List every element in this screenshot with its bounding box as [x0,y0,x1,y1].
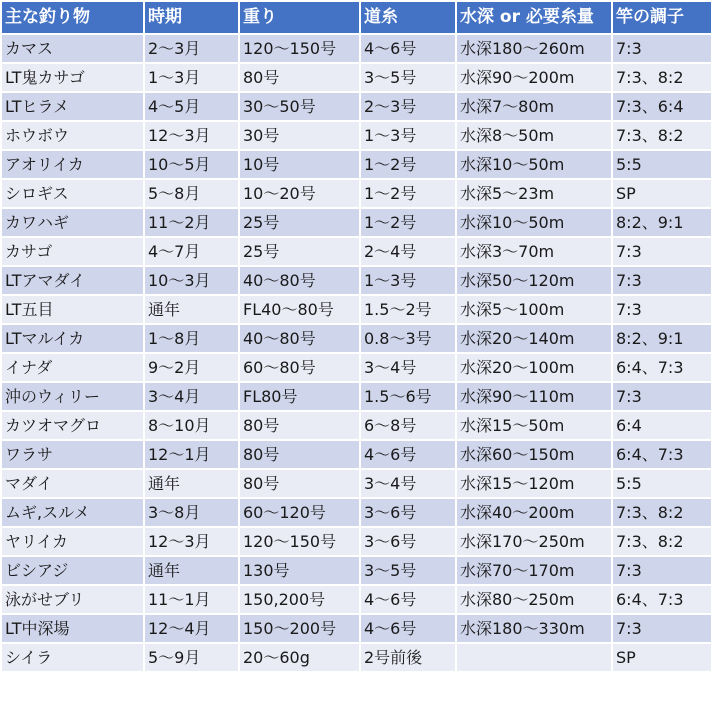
cell-line: 2〜4号 [360,237,456,266]
cell-line: 3〜6号 [360,498,456,527]
cell-weight: 120〜150号 [239,34,360,63]
cell-season: 3〜4月 [144,382,239,411]
cell-season: 12〜3月 [144,527,239,556]
cell-rod-action: SP [612,179,712,208]
cell-weight: 25号 [239,237,360,266]
cell-season: 5〜9月 [144,643,239,672]
cell-depth: 水深80〜250m [456,585,612,614]
cell-line: 4〜6号 [360,34,456,63]
table-row [1,556,712,585]
table-row [1,585,712,614]
cell-weight: 20〜60g [239,643,360,672]
cell-season: 2〜3月 [144,34,239,63]
cell-line: 0.8〜3号 [360,324,456,353]
cell-depth: 水深180〜330m [456,614,612,643]
cell-rod-action: 6:4 [612,411,712,440]
cell-season: 通年 [144,556,239,585]
cell-weight: 30〜50号 [239,92,360,121]
cell-weight: FL40〜80号 [239,295,360,324]
cell-weight: 80号 [239,63,360,92]
table-row [1,237,712,266]
cell-depth: 水深3〜70m [456,237,612,266]
cell-line: 4〜6号 [360,614,456,643]
cell-season: 5〜8月 [144,179,239,208]
table-row [1,382,712,411]
table-row [1,208,712,237]
cell-weight: 150〜200号 [239,614,360,643]
cell-weight: 30号 [239,121,360,150]
cell-weight: 80号 [239,469,360,498]
cell-line: 3〜5号 [360,556,456,585]
table-row [1,440,712,469]
table-row [1,643,712,672]
cell-depth: 水深20〜140m [456,324,612,353]
column-header-weight: 重り [239,1,360,34]
cell-depth: 水深15〜120m [456,469,612,498]
cell-species: ムギ,スルメ [1,498,144,527]
cell-season: 9〜2月 [144,353,239,382]
cell-season: 8〜10月 [144,411,239,440]
cell-depth: 水深180〜260m [456,34,612,63]
table-row [1,92,712,121]
cell-species: アオリイカ [1,150,144,179]
cell-line: 2号前後 [360,643,456,672]
cell-species: LTヒラメ [1,92,144,121]
cell-season: 通年 [144,295,239,324]
cell-species: ワラサ [1,440,144,469]
cell-species: LT鬼カサゴ [1,63,144,92]
cell-weight: 150,200号 [239,585,360,614]
table-row [1,411,712,440]
cell-species: カツオマグロ [1,411,144,440]
cell-species: LT五目 [1,295,144,324]
cell-depth: 水深70〜170m [456,556,612,585]
cell-weight: 60〜120号 [239,498,360,527]
cell-depth: 水深15〜50m [456,411,612,440]
cell-season: 通年 [144,469,239,498]
cell-weight: 40〜80号 [239,266,360,295]
cell-rod-action: 7:3 [612,34,712,63]
table-header [1,1,712,34]
header-row [1,1,712,34]
cell-species: LTマルイカ [1,324,144,353]
cell-season: 1〜8月 [144,324,239,353]
cell-rod-action: 6:4、7:3 [612,353,712,382]
cell-line: 1.5〜6号 [360,382,456,411]
cell-rod-action: 7:3 [612,614,712,643]
cell-depth [456,643,612,672]
column-header-line: 道糸 [360,1,456,34]
cell-rod-action: 6:4、7:3 [612,585,712,614]
cell-season: 4〜7月 [144,237,239,266]
cell-line: 1.5〜2号 [360,295,456,324]
table-row [1,150,712,179]
cell-rod-action: 7:3 [612,237,712,266]
cell-line: 3〜4号 [360,469,456,498]
cell-rod-action: SP [612,643,712,672]
cell-rod-action: 7:3、8:2 [612,498,712,527]
cell-weight: 130号 [239,556,360,585]
cell-species: ホウボウ [1,121,144,150]
cell-line: 1〜2号 [360,150,456,179]
column-header-rod-action: 竿の調子 [612,1,712,34]
cell-season: 11〜1月 [144,585,239,614]
cell-depth: 水深5〜23m [456,179,612,208]
table-row [1,295,712,324]
cell-rod-action: 6:4、7:3 [612,440,712,469]
cell-depth: 水深60〜150m [456,440,612,469]
cell-species: ヤリイカ [1,527,144,556]
table-row [1,498,712,527]
cell-weight: 10号 [239,150,360,179]
cell-species: 泳がせブリ [1,585,144,614]
cell-depth: 水深90〜110m [456,382,612,411]
cell-line: 3〜5号 [360,63,456,92]
cell-rod-action: 8:2、9:1 [612,324,712,353]
cell-line: 3〜6号 [360,527,456,556]
cell-weight: 80号 [239,411,360,440]
cell-line: 2〜3号 [360,92,456,121]
cell-species: シロギス [1,179,144,208]
cell-line: 1〜2号 [360,208,456,237]
cell-species: LT中深場 [1,614,144,643]
cell-season: 1〜3月 [144,63,239,92]
cell-depth: 水深90〜200m [456,63,612,92]
table-row [1,266,712,295]
table-row [1,324,712,353]
cell-species: 沖のウィリー [1,382,144,411]
table-body [1,34,712,672]
cell-rod-action: 5:5 [612,469,712,498]
cell-depth: 水深50〜120m [456,266,612,295]
cell-line: 1〜2号 [360,179,456,208]
cell-species: マダイ [1,469,144,498]
cell-weight: 120〜150号 [239,527,360,556]
table-row [1,614,712,643]
cell-rod-action: 7:3 [612,266,712,295]
cell-depth: 水深40〜200m [456,498,612,527]
cell-weight: 40〜80号 [239,324,360,353]
cell-season: 12〜3月 [144,121,239,150]
table-row [1,179,712,208]
cell-species: カマス [1,34,144,63]
cell-depth: 水深10〜50m [456,150,612,179]
cell-season: 12〜1月 [144,440,239,469]
cell-depth: 水深5〜100m [456,295,612,324]
cell-line: 6〜8号 [360,411,456,440]
cell-weight: FL80号 [239,382,360,411]
cell-season: 12〜4月 [144,614,239,643]
cell-rod-action: 8:2、9:1 [612,208,712,237]
cell-rod-action: 7:3 [612,295,712,324]
cell-line: 1〜3号 [360,121,456,150]
cell-rod-action: 7:3、8:2 [612,63,712,92]
cell-weight: 80号 [239,440,360,469]
cell-rod-action: 7:3 [612,556,712,585]
cell-season: 4〜5月 [144,92,239,121]
cell-species: カワハギ [1,208,144,237]
cell-species: LTアマダイ [1,266,144,295]
table-row [1,121,712,150]
cell-depth: 水深20〜100m [456,353,612,382]
table-row [1,34,712,63]
cell-rod-action: 7:3、6:4 [612,92,712,121]
cell-depth: 水深10〜50m [456,208,612,237]
cell-depth: 水深7〜80m [456,92,612,121]
cell-line: 1〜3号 [360,266,456,295]
cell-species: シイラ [1,643,144,672]
table-row [1,63,712,92]
cell-species: カサゴ [1,237,144,266]
cell-season: 10〜3月 [144,266,239,295]
cell-rod-action: 7:3、8:2 [612,527,712,556]
table-row [1,469,712,498]
cell-weight: 25号 [239,208,360,237]
cell-rod-action: 5:5 [612,150,712,179]
cell-season: 3〜8月 [144,498,239,527]
cell-depth: 水深8〜50m [456,121,612,150]
column-header-season: 時期 [144,1,239,34]
cell-weight: 10〜20号 [239,179,360,208]
column-header-species: 主な釣り物 [1,1,144,34]
column-header-depth: 水深 or 必要糸量 [456,1,612,34]
cell-season: 10〜5月 [144,150,239,179]
cell-line: 3〜4号 [360,353,456,382]
cell-species: ビシアジ [1,556,144,585]
cell-line: 4〜6号 [360,440,456,469]
cell-line: 4〜6号 [360,585,456,614]
table-row [1,527,712,556]
cell-rod-action: 7:3、8:2 [612,121,712,150]
cell-season: 11〜2月 [144,208,239,237]
cell-species: イナダ [1,353,144,382]
cell-weight: 60〜80号 [239,353,360,382]
table-row [1,353,712,382]
cell-depth: 水深170〜250m [456,527,612,556]
cell-rod-action: 7:3 [612,382,712,411]
